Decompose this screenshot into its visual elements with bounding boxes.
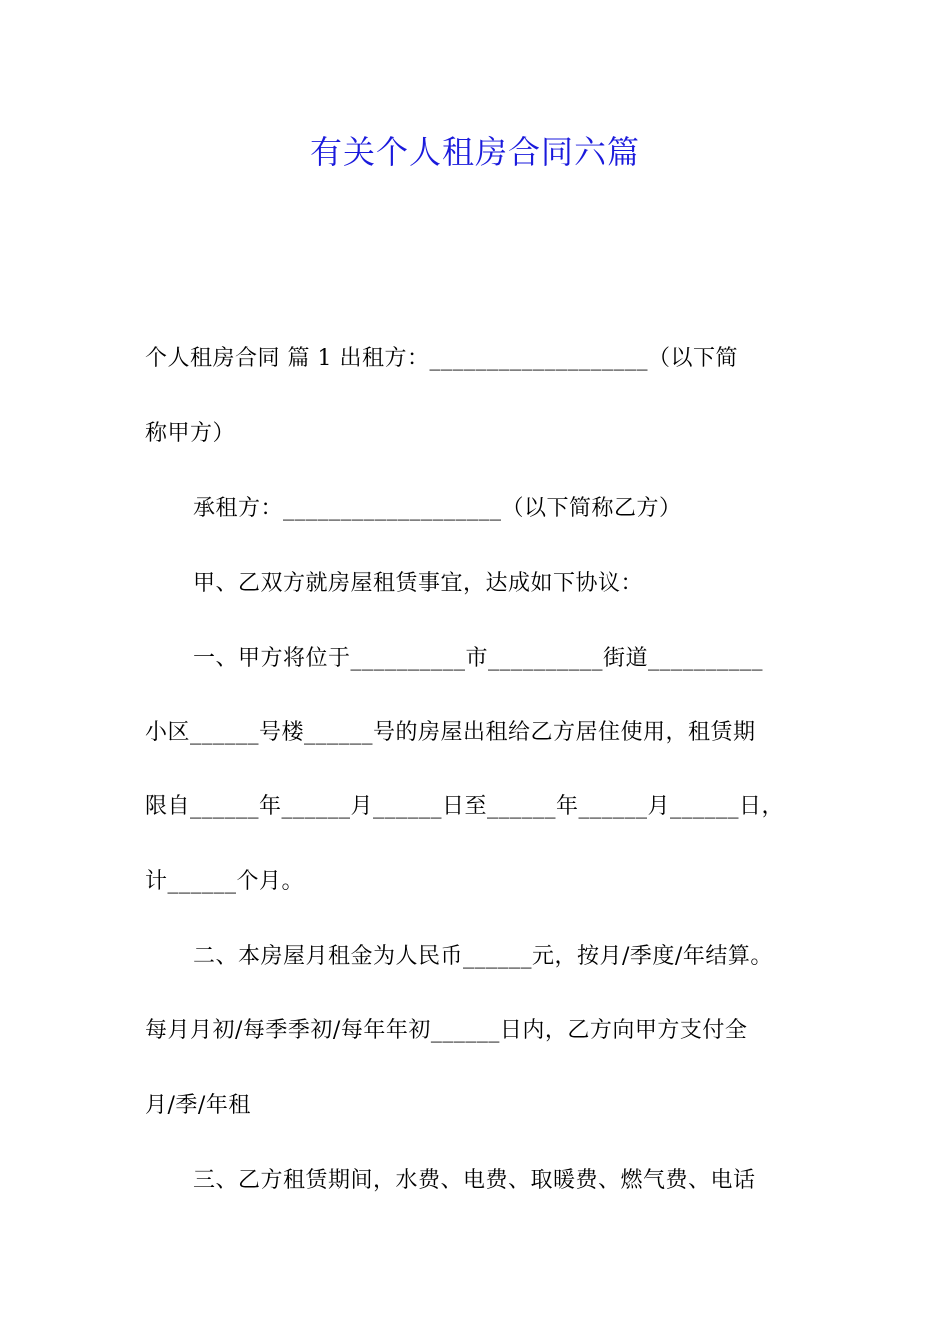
document-title: 有关个人租房合同六篇 (309, 133, 640, 171)
paragraph-line: 月/季/年租 (145, 1093, 251, 1118)
paragraph-line: 小区______号楼______号的房屋出租给乙方居住使用，租赁期 (145, 720, 756, 745)
paragraph-line: 承租方：___________________（以下简称乙方） (193, 496, 682, 521)
paragraph-line: 计______个月。 (145, 869, 305, 894)
paragraph-line: 一、甲方将位于__________市__________街道__________ (193, 646, 764, 671)
paragraph-line: 甲、乙双方就房屋租赁事宜，达成如下协议： (193, 571, 644, 596)
paragraph-line: 称甲方） (145, 421, 236, 446)
paragraph-line: 限自______年______月______日至______年______月______日， (145, 794, 785, 819)
paragraph-line: 每月月初/每季季初/每年年初______日内，乙方向甲方支付全 (145, 1018, 748, 1043)
paragraph-line: 三、乙方租赁期间，水费、电费、取暖费、燃气费、电话 (193, 1168, 756, 1193)
paragraph-line: 个人租房合同 篇 1 出租方：___________________（以下简 (145, 346, 738, 371)
paragraph-line: 二、本房屋月租金为人民币______元，按月/季度/年结算。 (193, 944, 773, 969)
